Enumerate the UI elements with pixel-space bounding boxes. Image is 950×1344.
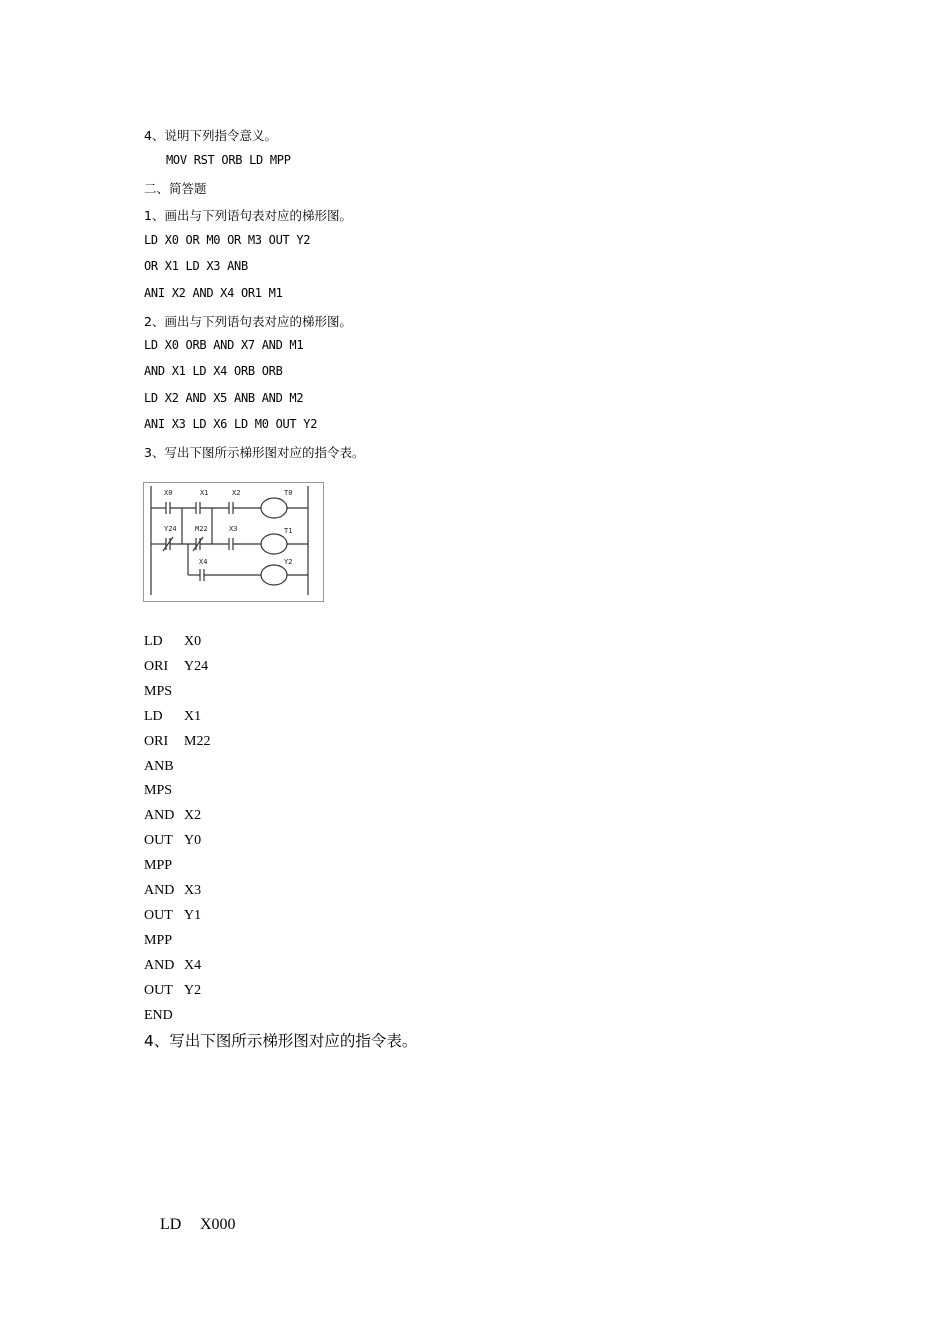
contact-label: X4	[199, 558, 208, 566]
coil-label: T0	[284, 489, 293, 497]
instruction-arg: X0	[184, 634, 202, 649]
instruction-op: MPS	[144, 783, 173, 799]
question-1-title: 1、画出与下列语句表对应的梯形图。	[144, 208, 352, 223]
contact-label: X1	[200, 489, 209, 497]
coil-label: Y2	[284, 558, 293, 566]
instruction-line	[144, 759, 184, 775]
instruction-arg: X2	[184, 808, 202, 824]
instruction-arg: Y2	[184, 982, 202, 998]
instruction-arg: Y0	[184, 833, 202, 849]
contact-label: X0	[164, 489, 173, 497]
instruction-arg: Y1	[184, 907, 202, 923]
instruction-op: LD	[144, 708, 163, 724]
instruction-op: OUT	[144, 833, 173, 849]
instruction-op: ORI	[144, 733, 169, 749]
instruction-op: AND	[144, 883, 175, 898]
instruction-line	[144, 709, 201, 725]
instruction-line	[144, 734, 210, 750]
contact-label: X2	[232, 489, 241, 497]
instruction-arg: Y24	[184, 658, 209, 674]
instruction-line	[144, 883, 201, 899]
question-1-line: ANI X2 AND X4 OR1 M1	[144, 286, 283, 300]
instruction-op: MPP	[144, 932, 173, 948]
instruction-op: MPS	[144, 683, 173, 699]
instruction-op: ORI	[144, 658, 169, 674]
question-2-line: AND X1 LD X4 ORB ORB	[144, 364, 283, 378]
coil-label: T1	[284, 527, 293, 535]
question-1-line: LD X0 OR M0 OR M3 OUT Y2	[144, 233, 311, 247]
instruction-op: LD	[160, 1216, 182, 1233]
question-2-line: LD X0 ORB AND X7 AND M1	[144, 338, 304, 352]
instruction-line	[144, 634, 201, 650]
contact-label: Y24	[164, 525, 177, 533]
instruction-line	[144, 983, 201, 999]
instruction-line	[144, 908, 201, 924]
instruction-line	[144, 1198, 236, 1252]
instruction-line	[144, 808, 201, 824]
instruction-line	[144, 783, 184, 799]
section-heading: 二、简答题	[144, 181, 207, 196]
instruction-op: ANB	[144, 758, 174, 774]
contact-label: X3	[229, 525, 238, 533]
instruction-arg: X1	[184, 708, 202, 724]
instruction-arg: X3	[184, 883, 202, 898]
instruction-line	[144, 833, 201, 849]
question-2-line: LD X2 AND X5 ANB AND M2	[144, 391, 304, 405]
instruction-op: END	[144, 1007, 173, 1023]
contact-label: M22	[195, 525, 208, 533]
question-2-title: 2、画出与下列语句表对应的梯形图。	[144, 314, 352, 329]
instruction-arg: X000	[200, 1216, 236, 1233]
instruction-line	[144, 958, 201, 974]
ladder-diagram-svg	[144, 483, 323, 601]
question-4-title: 4、说明下列指令意义。	[144, 128, 277, 143]
instruction-line	[144, 659, 208, 675]
instruction-line	[144, 684, 184, 700]
instruction-line	[144, 1008, 184, 1024]
instruction-op: AND	[144, 808, 175, 824]
instruction-arg: M22	[184, 733, 211, 749]
instruction-op: OUT	[144, 982, 173, 998]
question-3-title: 3、写出下图所示梯形图对应的指令表。	[144, 445, 365, 460]
question-4b-title: 4、写出下图所示梯形图对应的指令表。	[144, 1032, 418, 1050]
instruction-op: OUT	[144, 907, 173, 923]
instruction-op: MPP	[144, 858, 173, 874]
question-4-instructions: MOV RST ORB LD MPP	[166, 153, 291, 167]
question-2-line: ANI X3 LD X6 LD M0 OUT Y2	[144, 417, 318, 431]
instruction-line	[144, 933, 184, 949]
ladder-diagram	[143, 482, 324, 602]
instruction-op: AND	[144, 957, 175, 973]
instruction-line	[144, 858, 184, 874]
instruction-arg: X4	[184, 957, 202, 973]
question-1-line: OR X1 LD X3 ANB	[144, 259, 248, 273]
instruction-op: LD	[144, 634, 163, 649]
